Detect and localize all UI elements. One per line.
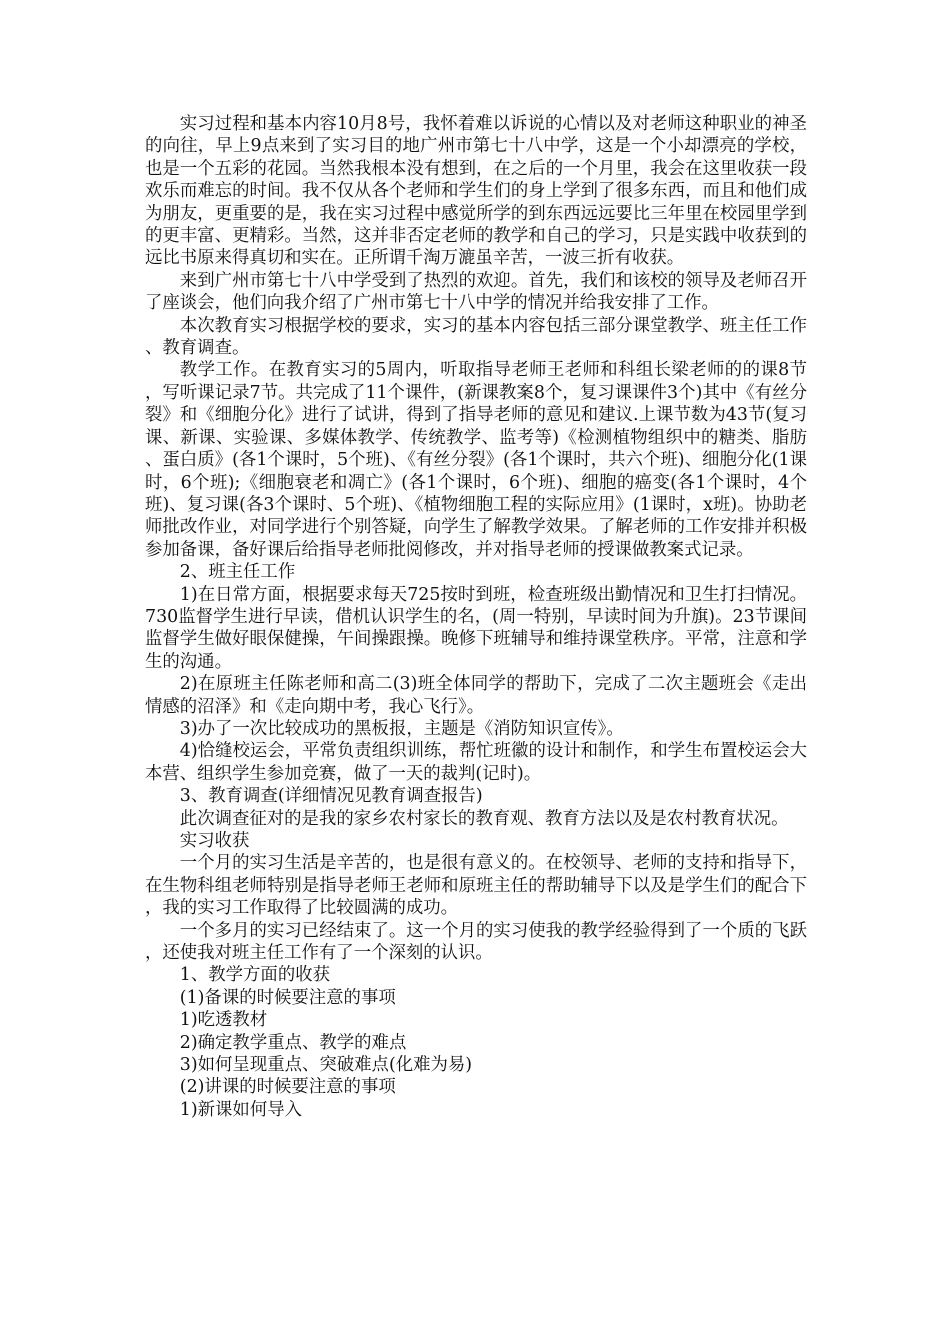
heading-education-survey: 3、教育调查(详细情况见教育调查报告) xyxy=(179,786,483,807)
list-item-key-points: 2)确定教学重点、教学的难点 xyxy=(179,1032,407,1053)
paragraph-class-meetings: 2)在原班主任陈老师和高二(3)班全体同学的帮助下，完成了二次主题班会《走出情感的沼泽》和《走向期中考，我心飞行》。 xyxy=(145,674,807,717)
paragraph-survey-content: 此次调查征对的是我的家乡农村家长的教育观、教育方法以及是农村教育状况。 xyxy=(179,808,789,829)
heading-internship-gains: 实习收获 xyxy=(179,831,250,851)
subheading-lecturing: (2)讲课的时候要注意的事项 xyxy=(179,1077,396,1098)
paragraph-blackboard: 3)办了一次比较成功的黑板报，主题是《消防知识宣传》。 xyxy=(179,718,624,739)
paragraph-daily-routine: 1)在日常方面，根据要求每天725按时到班，检查班级出勤情况和卫生打扫情况。730监督学生进行早读，借机认识学生的名，(周一特别，早读时间为升旗)。23节课间监督学生做好眼保健操，午间操跟操。晚修下班辅导和维持课堂秩序。平常，注意和学生的沟通。 xyxy=(145,584,807,672)
list-item-new-lesson-intro: 1)新课如何导入 xyxy=(179,1099,302,1120)
subheading-lesson-prep: (1)备课的时候要注意的事项 xyxy=(179,987,396,1008)
list-item-textbook: 1)吃透教材 xyxy=(179,1010,268,1031)
paragraph-sports-meet: 4)恰缝校运会，平常负责组织训练，帮忙班徽的设计和制作，和学生布置校运会大本营、组织学生参加竞赛，做了一天的裁判(记时)。 xyxy=(145,741,807,784)
list-item-present-key-points: 3)如何呈现重点、突破难点(化难为易) xyxy=(179,1055,473,1076)
heading-class-teacher-work: 2、班主任工作 xyxy=(179,562,296,583)
paragraph-internship-content: 本次教育实习根据学校的要求，实习的基本内容包括三部分课堂教学、班主任工作、教育调查。 xyxy=(145,315,807,359)
paragraph-welcome: 来到广州市第七十八中学受到了热烈的欢迎。首先，我们和该校的领导及老师召开了座谈会，他们向我介绍了广州市第七十八中学的情况并给我安排了工作。 xyxy=(145,270,807,314)
heading-teaching-gains: 1、教学方面的收获 xyxy=(179,965,330,986)
paragraph-experience: 一个多月的实习已经结束了。这一个月的实习使我的教学经验得到了一个质的飞跃，还使我对班主任工作有了一个深刻的认识。 xyxy=(145,920,807,964)
paragraph-internship-process: 实习过程和基本内容10月8号，我怀着难以诉说的心情以及对老师这种职业的神圣的向往，早上9点来到了实习目的地广州市第七十八中学，这是一个小却漂亮的学校，也是一个五彩的花园。当然我根本没有想到，在之后的一个月里，我会在这里收获一段欢乐而难忘的时间。我不仅从各个老师和学生们的身上学到了很多东西，而且和他们成为朋友，更重要的是，我在实习过程中感觉所学的到东西远远要比三年里在校园里学到的更丰富、更精彩。当然，这并非否定老师的教学和自己的学习，只是实践中收获到的远比书原来得真切和实在。正所谓千淘万漉虽辛苦，一波三折有收获。 xyxy=(145,114,807,269)
document-body xyxy=(145,113,807,1121)
paragraph-month-summary: 一个月的实习生活是辛苦的，也是很有意义的。在校领导、老师的支持和指导下，在生物科组老师特别是指导老师王老师和原班主任的帮助辅导下以及是学生们的配合下，我的实习工作取得了比较圆满的成功。 xyxy=(145,853,807,919)
paragraph-teaching-work: 教学工作。在教育实习的5周内，听取指导老师王老师和科组长梁老师的的课8节，写听课记录7节。共完成了11个课件，(新课教案8个，复习课课件3个)其中《有丝分裂》和《细胞分化》进行了试讲，得到了指导老师的意见和建议.上课节数为43节(复习课、新课、实验课、多媒体教学、传统教学、监考等)《检测植物组织中的糖类、脂肪、蛋白质》(各1个课时，5个班)、《有丝分裂》(各1个课时，共六个班)、细胞分化(1课时，6个班);《细胞衰老和凋亡》(各1个课时，6个班)、细胞的癌变(各1个课时，4个班)、复习课(各3个课时、5个班)、《植物细胞工程的实际应用》(1课时，x班)。协助老师批改作业，对同学进行个别答疑，向学生了解教学效果。了解老师的工作安排并积极参加备课，备好课后给指导老师批阅修改，并对指导老师的授课做教案式记录。 xyxy=(145,360,807,560)
